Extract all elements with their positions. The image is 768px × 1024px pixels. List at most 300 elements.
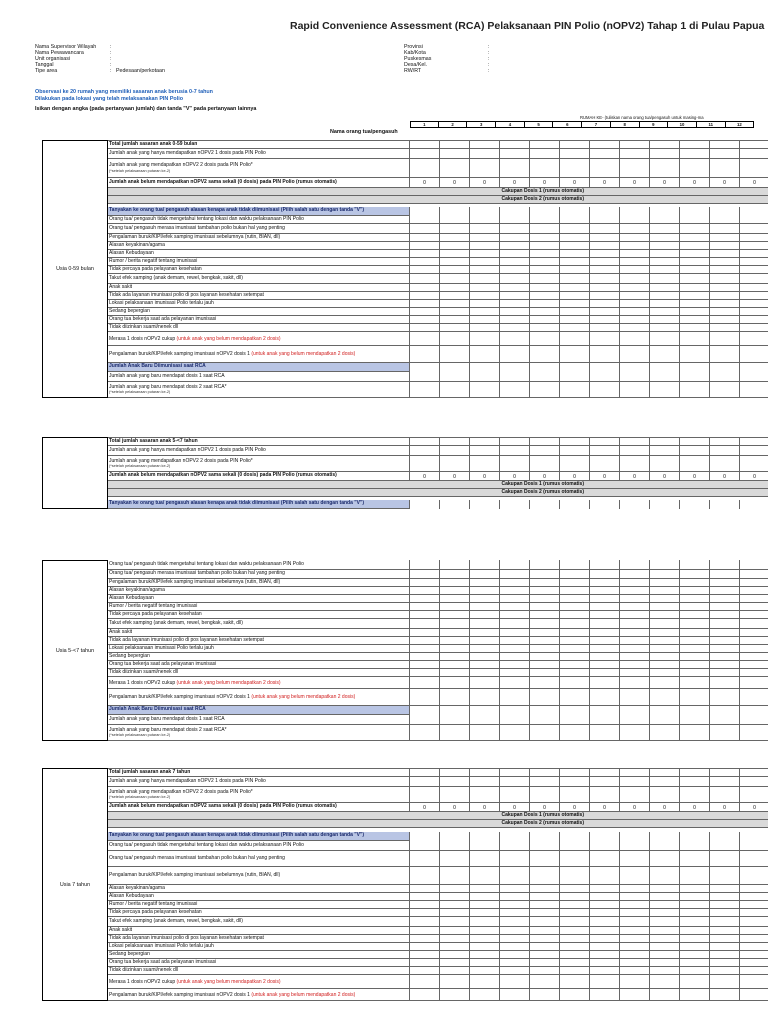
answer-cell[interactable]: [680, 909, 710, 917]
answer-cell[interactable]: [620, 560, 650, 570]
answer-cell[interactable]: [620, 216, 650, 224]
answer-cell[interactable]: [740, 207, 768, 216]
answer-cell[interactable]: [590, 967, 620, 975]
answer-cell[interactable]: [410, 274, 440, 284]
answer-cell[interactable]: [440, 266, 470, 274]
answer-cell[interactable]: [500, 989, 530, 1001]
answer-cell[interactable]: [620, 661, 650, 669]
answer-cell[interactable]: [500, 372, 530, 382]
answer-cell[interactable]: [650, 207, 680, 216]
answer-cell[interactable]: [650, 603, 680, 611]
answer-cell[interactable]: [680, 346, 710, 363]
answer-cell[interactable]: [410, 346, 440, 363]
answer-cell[interactable]: [740, 258, 768, 266]
answer-cell[interactable]: [710, 266, 740, 274]
answer-cell[interactable]: 0: [560, 178, 590, 188]
answer-cell[interactable]: [740, 935, 768, 943]
answer-cell[interactable]: [560, 619, 590, 629]
answer-cell[interactable]: [470, 346, 500, 363]
answer-cell[interactable]: [470, 382, 500, 398]
answer-cell[interactable]: [410, 959, 440, 967]
answer-cell[interactable]: [620, 927, 650, 935]
answer-cell[interactable]: [620, 274, 650, 284]
answer-cell[interactable]: [680, 603, 710, 611]
answer-cell[interactable]: [530, 885, 560, 893]
answer-cell[interactable]: [440, 661, 470, 669]
answer-cell[interactable]: [560, 841, 590, 851]
answer-cell[interactable]: [440, 500, 470, 509]
answer-cell[interactable]: [740, 346, 768, 363]
answer-cell[interactable]: [590, 587, 620, 595]
answer-cell[interactable]: [410, 324, 440, 332]
answer-cell[interactable]: [530, 595, 560, 603]
answer-cell[interactable]: [470, 234, 500, 242]
answer-cell[interactable]: 0: [470, 472, 500, 481]
answer-cell[interactable]: [500, 300, 530, 308]
answer-cell[interactable]: [590, 207, 620, 216]
answer-cell[interactable]: [650, 689, 680, 706]
answer-cell[interactable]: [710, 669, 740, 677]
answer-cell[interactable]: [530, 242, 560, 250]
answer-cell[interactable]: [710, 570, 740, 579]
answer-cell[interactable]: [440, 595, 470, 603]
answer-cell[interactable]: [590, 500, 620, 509]
answer-cell[interactable]: [560, 363, 590, 372]
answer-cell[interactable]: [560, 595, 590, 603]
answer-cell[interactable]: [590, 332, 620, 346]
answer-cell[interactable]: [680, 456, 710, 472]
answer-cell[interactable]: [710, 706, 740, 715]
answer-cell[interactable]: [710, 851, 740, 867]
answer-cell[interactable]: [470, 611, 500, 619]
answer-cell[interactable]: [590, 382, 620, 398]
answer-cell[interactable]: [590, 316, 620, 324]
answer-cell[interactable]: [410, 224, 440, 234]
answer-cell[interactable]: [740, 645, 768, 653]
answer-cell[interactable]: [560, 250, 590, 258]
answer-cell[interactable]: [470, 851, 500, 867]
answer-cell[interactable]: [500, 284, 530, 292]
answer-cell[interactable]: [410, 446, 440, 456]
answer-cell[interactable]: [470, 967, 500, 975]
answer-cell[interactable]: [680, 901, 710, 909]
answer-cell[interactable]: 0: [440, 178, 470, 188]
answer-cell[interactable]: [620, 935, 650, 943]
answer-cell[interactable]: [560, 242, 590, 250]
answer-cell[interactable]: [590, 645, 620, 653]
answer-cell[interactable]: [440, 216, 470, 224]
answer-cell[interactable]: [560, 787, 590, 803]
answer-cell[interactable]: [740, 909, 768, 917]
answer-cell[interactable]: [410, 787, 440, 803]
answer-cell[interactable]: [560, 867, 590, 885]
answer-cell[interactable]: [590, 346, 620, 363]
answer-cell[interactable]: [560, 909, 590, 917]
answer-cell[interactable]: [470, 560, 500, 570]
answer-cell[interactable]: [590, 689, 620, 706]
answer-cell[interactable]: [710, 284, 740, 292]
answer-cell[interactable]: [440, 885, 470, 893]
answer-cell[interactable]: [560, 637, 590, 645]
answer-cell[interactable]: 0: [530, 472, 560, 481]
answer-cell[interactable]: [620, 893, 650, 901]
answer-cell[interactable]: [650, 901, 680, 909]
answer-cell[interactable]: [440, 959, 470, 967]
answer-cell[interactable]: 0: [620, 803, 650, 812]
answer-cell[interactable]: 0: [590, 472, 620, 481]
answer-cell[interactable]: [740, 975, 768, 989]
answer-cell[interactable]: [560, 224, 590, 234]
answer-cell[interactable]: [560, 715, 590, 725]
answer-cell[interactable]: [500, 851, 530, 867]
answer-cell[interactable]: [500, 975, 530, 989]
answer-cell[interactable]: [740, 661, 768, 669]
answer-cell[interactable]: [740, 967, 768, 975]
answer-cell[interactable]: [680, 917, 710, 927]
answer-cell[interactable]: [620, 951, 650, 959]
answer-cell[interactable]: [710, 224, 740, 234]
answer-cell[interactable]: [680, 725, 710, 741]
answer-cell[interactable]: [650, 669, 680, 677]
answer-cell[interactable]: [620, 332, 650, 346]
answer-cell[interactable]: [740, 242, 768, 250]
answer-cell[interactable]: [710, 927, 740, 935]
answer-cell[interactable]: [500, 159, 530, 178]
answer-cell[interactable]: [620, 159, 650, 178]
answer-cell[interactable]: [620, 266, 650, 274]
answer-cell[interactable]: 0: [680, 803, 710, 812]
answer-cell[interactable]: [710, 149, 740, 159]
answer-cell[interactable]: [740, 316, 768, 324]
answer-cell[interactable]: 0: [650, 803, 680, 812]
answer-cell[interactable]: [530, 363, 560, 372]
answer-cell[interactable]: [440, 456, 470, 472]
answer-cell[interactable]: [530, 653, 560, 661]
answer-cell[interactable]: [500, 560, 530, 570]
answer-cell[interactable]: [410, 292, 440, 300]
answer-cell[interactable]: [710, 234, 740, 242]
answer-cell[interactable]: [740, 266, 768, 274]
answer-cell[interactable]: [410, 715, 440, 725]
answer-cell[interactable]: [560, 677, 590, 689]
answer-cell[interactable]: [680, 258, 710, 266]
answer-cell[interactable]: [590, 629, 620, 637]
answer-cell[interactable]: [530, 300, 560, 308]
answer-cell[interactable]: [470, 885, 500, 893]
answer-cell[interactable]: [590, 917, 620, 927]
answer-cell[interactable]: [620, 372, 650, 382]
answer-cell[interactable]: [530, 715, 560, 725]
answer-cell[interactable]: [500, 382, 530, 398]
answer-cell[interactable]: [710, 725, 740, 741]
answer-cell[interactable]: [650, 266, 680, 274]
answer-cell[interactable]: [410, 579, 440, 587]
answer-cell[interactable]: [740, 149, 768, 159]
answer-cell[interactable]: [410, 841, 440, 851]
answer-cell[interactable]: [650, 989, 680, 1001]
answer-cell[interactable]: [590, 901, 620, 909]
answer-cell[interactable]: [470, 570, 500, 579]
answer-cell[interactable]: [410, 308, 440, 316]
answer-cell[interactable]: [710, 603, 740, 611]
answer-cell[interactable]: [470, 266, 500, 274]
answer-cell[interactable]: [650, 216, 680, 224]
answer-cell[interactable]: [620, 787, 650, 803]
answer-cell[interactable]: [470, 629, 500, 637]
answer-cell[interactable]: [650, 629, 680, 637]
answer-cell[interactable]: [440, 787, 470, 803]
answer-cell[interactable]: [590, 661, 620, 669]
answer-cell[interactable]: [560, 446, 590, 456]
answer-cell[interactable]: [470, 456, 500, 472]
answer-cell[interactable]: [650, 500, 680, 509]
answer-cell[interactable]: [740, 777, 768, 787]
answer-cell[interactable]: [740, 885, 768, 893]
answer-cell[interactable]: [410, 885, 440, 893]
answer-cell[interactable]: [470, 274, 500, 284]
answer-cell[interactable]: [650, 611, 680, 619]
answer-cell[interactable]: [440, 560, 470, 570]
answer-cell[interactable]: [710, 885, 740, 893]
answer-cell[interactable]: [530, 927, 560, 935]
answer-cell[interactable]: [590, 653, 620, 661]
answer-cell[interactable]: [590, 258, 620, 266]
answer-cell[interactable]: [740, 382, 768, 398]
answer-cell[interactable]: [590, 250, 620, 258]
answer-cell[interactable]: [710, 975, 740, 989]
answer-cell[interactable]: [440, 677, 470, 689]
answer-cell[interactable]: 0: [470, 178, 500, 188]
answer-cell[interactable]: [740, 851, 768, 867]
answer-cell[interactable]: [530, 149, 560, 159]
answer-cell[interactable]: [440, 587, 470, 595]
answer-cell[interactable]: [530, 967, 560, 975]
answer-cell[interactable]: [710, 611, 740, 619]
answer-cell[interactable]: [560, 372, 590, 382]
answer-cell[interactable]: [620, 587, 650, 595]
answer-cell[interactable]: [590, 975, 620, 989]
answer-cell[interactable]: [500, 619, 530, 629]
answer-cell[interactable]: [440, 943, 470, 951]
answer-cell[interactable]: 0: [650, 472, 680, 481]
answer-cell[interactable]: [590, 927, 620, 935]
answer-cell[interactable]: [440, 777, 470, 787]
answer-cell[interactable]: 0: [560, 803, 590, 812]
answer-cell[interactable]: [500, 250, 530, 258]
answer-cell[interactable]: [710, 909, 740, 917]
answer-cell[interactable]: [410, 560, 440, 570]
answer-cell[interactable]: [470, 300, 500, 308]
answer-cell[interactable]: [440, 570, 470, 579]
answer-cell[interactable]: [530, 207, 560, 216]
answer-cell[interactable]: [560, 587, 590, 595]
answer-cell[interactable]: [710, 917, 740, 927]
answer-cell[interactable]: 0: [470, 803, 500, 812]
answer-cell[interactable]: [440, 446, 470, 456]
answer-cell[interactable]: [440, 893, 470, 901]
answer-cell[interactable]: [650, 234, 680, 242]
answer-cell[interactable]: [680, 935, 710, 943]
answer-cell[interactable]: [560, 500, 590, 509]
answer-cell[interactable]: [650, 300, 680, 308]
answer-cell[interactable]: [470, 706, 500, 715]
answer-cell[interactable]: [620, 989, 650, 1001]
answer-cell[interactable]: [590, 706, 620, 715]
answer-cell[interactable]: [410, 653, 440, 661]
answer-cell[interactable]: 0: [710, 472, 740, 481]
answer-cell[interactable]: [710, 787, 740, 803]
answer-cell[interactable]: [560, 653, 590, 661]
answer-cell[interactable]: [740, 689, 768, 706]
answer-cell[interactable]: [560, 207, 590, 216]
answer-cell[interactable]: [440, 316, 470, 324]
answer-cell[interactable]: [710, 901, 740, 909]
answer-cell[interactable]: [680, 637, 710, 645]
answer-cell[interactable]: [500, 579, 530, 587]
answer-cell[interactable]: [410, 372, 440, 382]
answer-cell[interactable]: [650, 893, 680, 901]
answer-cell[interactable]: [740, 959, 768, 967]
answer-cell[interactable]: [440, 324, 470, 332]
answer-cell[interactable]: [680, 234, 710, 242]
answer-cell[interactable]: [440, 346, 470, 363]
answer-cell[interactable]: [620, 715, 650, 725]
answer-cell[interactable]: [470, 324, 500, 332]
answer-cell[interactable]: [530, 989, 560, 1001]
answer-cell[interactable]: [410, 382, 440, 398]
answer-cell[interactable]: [620, 851, 650, 867]
answer-cell[interactable]: [470, 951, 500, 959]
answer-cell[interactable]: [740, 570, 768, 579]
answer-cell[interactable]: [710, 951, 740, 959]
answer-cell[interactable]: [530, 951, 560, 959]
answer-cell[interactable]: [740, 989, 768, 1001]
answer-cell[interactable]: [590, 619, 620, 629]
answer-cell[interactable]: [590, 715, 620, 725]
answer-cell[interactable]: [590, 959, 620, 967]
answer-cell[interactable]: [590, 611, 620, 619]
answer-cell[interactable]: [440, 715, 470, 725]
answer-cell[interactable]: [560, 560, 590, 570]
answer-cell[interactable]: [530, 851, 560, 867]
answer-cell[interactable]: [530, 637, 560, 645]
answer-cell[interactable]: [620, 689, 650, 706]
answer-cell[interactable]: [590, 570, 620, 579]
answer-cell[interactable]: [590, 579, 620, 587]
answer-cell[interactable]: [620, 500, 650, 509]
answer-cell[interactable]: 0: [740, 178, 768, 188]
answer-cell[interactable]: [470, 595, 500, 603]
answer-cell[interactable]: [440, 629, 470, 637]
answer-cell[interactable]: [500, 603, 530, 611]
answer-cell[interactable]: [410, 159, 440, 178]
answer-cell[interactable]: [590, 989, 620, 1001]
answer-cell[interactable]: [470, 909, 500, 917]
answer-cell[interactable]: [440, 611, 470, 619]
answer-cell[interactable]: [710, 316, 740, 324]
answer-cell[interactable]: [650, 851, 680, 867]
answer-cell[interactable]: [500, 446, 530, 456]
answer-cell[interactable]: [440, 935, 470, 943]
answer-cell[interactable]: [650, 715, 680, 725]
answer-cell[interactable]: [530, 943, 560, 951]
answer-cell[interactable]: [470, 316, 500, 324]
answer-cell[interactable]: [470, 959, 500, 967]
answer-cell[interactable]: [650, 372, 680, 382]
answer-cell[interactable]: [500, 224, 530, 234]
answer-cell[interactable]: [620, 901, 650, 909]
answer-cell[interactable]: [470, 975, 500, 989]
answer-cell[interactable]: 0: [410, 472, 440, 481]
answer-cell[interactable]: [410, 893, 440, 901]
answer-cell[interactable]: [680, 951, 710, 959]
answer-cell[interactable]: [680, 715, 710, 725]
answer-cell[interactable]: [620, 867, 650, 885]
answer-cell[interactable]: [560, 579, 590, 587]
answer-cell[interactable]: [470, 216, 500, 224]
answer-cell[interactable]: [410, 677, 440, 689]
answer-cell[interactable]: [500, 234, 530, 242]
answer-cell[interactable]: [530, 935, 560, 943]
answer-cell[interactable]: [590, 363, 620, 372]
answer-cell[interactable]: [680, 308, 710, 316]
answer-cell[interactable]: [440, 989, 470, 1001]
answer-cell[interactable]: [680, 653, 710, 661]
answer-cell[interactable]: [560, 917, 590, 927]
answer-cell[interactable]: [620, 706, 650, 715]
answer-cell[interactable]: [470, 149, 500, 159]
answer-cell[interactable]: [710, 292, 740, 300]
answer-cell[interactable]: 0: [590, 803, 620, 812]
answer-cell[interactable]: [740, 456, 768, 472]
answer-cell[interactable]: [530, 959, 560, 967]
answer-cell[interactable]: [530, 159, 560, 178]
answer-cell[interactable]: [590, 456, 620, 472]
answer-cell[interactable]: [410, 629, 440, 637]
answer-cell[interactable]: [500, 917, 530, 927]
answer-cell[interactable]: [560, 851, 590, 867]
answer-cell[interactable]: [470, 917, 500, 927]
answer-cell[interactable]: [650, 619, 680, 629]
answer-cell[interactable]: [650, 917, 680, 927]
answer-cell[interactable]: [740, 446, 768, 456]
answer-cell[interactable]: [680, 885, 710, 893]
answer-cell[interactable]: [530, 841, 560, 851]
answer-cell[interactable]: [410, 689, 440, 706]
answer-cell[interactable]: [710, 715, 740, 725]
answer-cell[interactable]: [710, 308, 740, 316]
answer-cell[interactable]: [620, 363, 650, 372]
answer-cell[interactable]: [470, 645, 500, 653]
answer-cell[interactable]: [740, 653, 768, 661]
answer-cell[interactable]: [710, 456, 740, 472]
answer-cell[interactable]: [620, 917, 650, 927]
answer-cell[interactable]: [530, 677, 560, 689]
answer-cell[interactable]: [560, 216, 590, 224]
answer-cell[interactable]: [500, 308, 530, 316]
answer-cell[interactable]: [470, 637, 500, 645]
answer-cell[interactable]: 0: [710, 803, 740, 812]
answer-cell[interactable]: [440, 901, 470, 909]
answer-cell[interactable]: [620, 637, 650, 645]
answer-cell[interactable]: 0: [680, 472, 710, 481]
answer-cell[interactable]: [440, 917, 470, 927]
answer-cell[interactable]: [410, 777, 440, 787]
answer-cell[interactable]: [740, 677, 768, 689]
answer-cell[interactable]: [470, 935, 500, 943]
answer-cell[interactable]: [650, 951, 680, 959]
answer-cell[interactable]: [590, 851, 620, 867]
